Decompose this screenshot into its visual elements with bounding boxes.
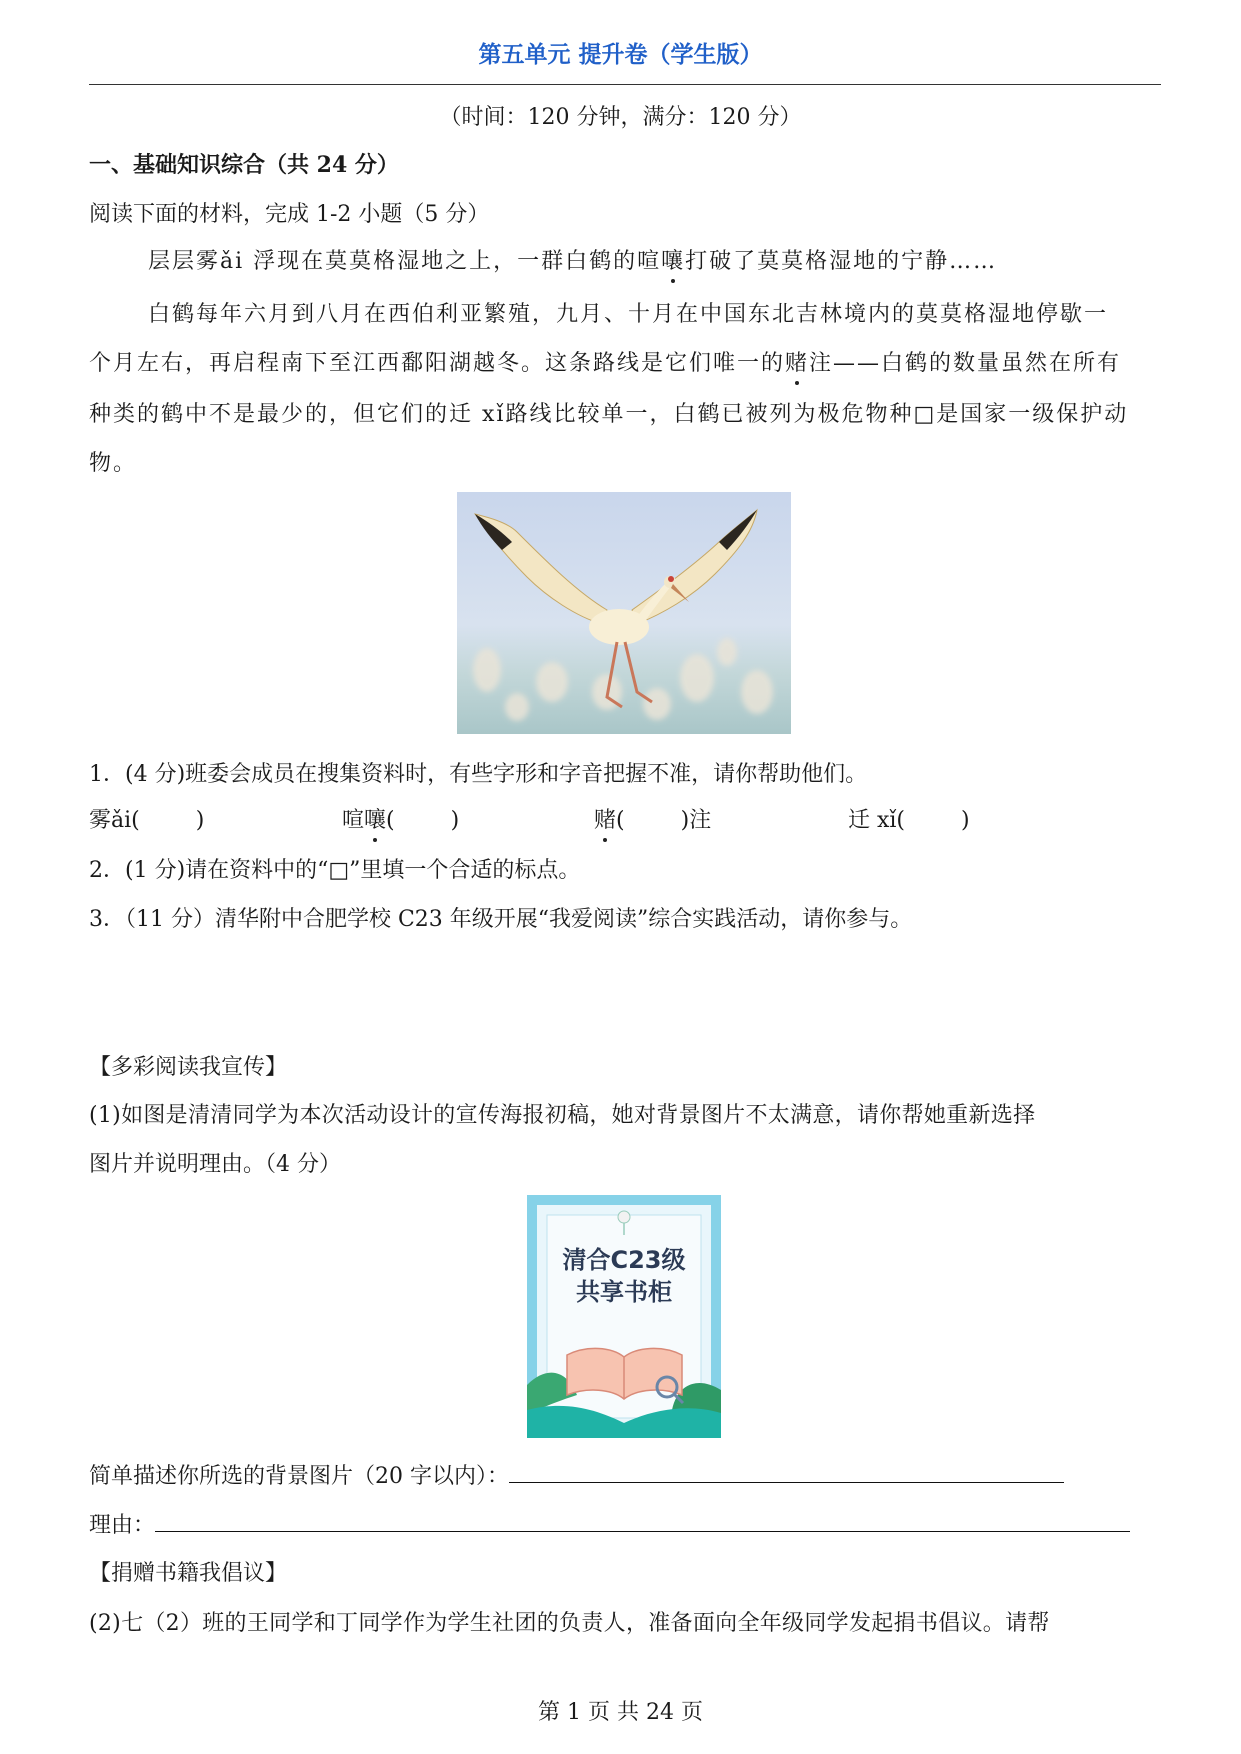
part-b-question-line-1: (2)七（2）班的王同学和丁同学作为学生社团的负责人，准备面向全年级同学发起捐书倡议。请帮: [89, 1611, 1050, 1636]
passage-line-2: 白鹤每年六月到八月在西伯利亚繁殖，九月、十月在中国东北吉林境内的莫莫格湿地停歇一: [148, 302, 1109, 327]
dotted-char: 嚷: [364, 803, 386, 834]
passage-line-5: 物。: [89, 451, 138, 476]
question-1: 1．(4 分)班委会成员在搜集资料时，有些字形和字音把握不准，请你帮助他们。: [89, 762, 868, 787]
part-b-heading: 【捐赠书籍我倡议】: [89, 1561, 288, 1586]
describe-prompt: 简单描述你所选的背景图片（20 字以内）：: [89, 1458, 1064, 1490]
describe-answer-line[interactable]: [509, 1458, 1064, 1483]
reason-prompt: 理由：: [89, 1507, 1130, 1539]
header-divider: [89, 84, 1161, 85]
answer-blank[interactable]: [140, 803, 196, 827]
section-heading: 一、基础知识综合（共 24 分）: [89, 152, 399, 178]
q1-item-1: 雾ǎi( ): [89, 803, 204, 834]
poster-title-line-2: 共享书柜: [576, 1278, 672, 1306]
dotted-char: 赌: [594, 803, 616, 834]
reading-instruction: 阅读下面的材料，完成 1-2 小题（5 分）: [89, 202, 490, 227]
q1-item-4: 迁 xǐ( ): [848, 803, 970, 834]
dotted-char: 赌: [785, 346, 809, 377]
promo-poster: [527, 1195, 721, 1438]
passage-line-3: 个月左右，再启程南下至江西鄱阳湖越冬。这条路线是它们唯一的赌注——白鹤的数量虽然在所有: [89, 346, 1121, 377]
part-a-question-line-2: 图片并说明理由。（4 分）: [89, 1152, 341, 1177]
white-crane-photo: [457, 492, 791, 734]
answer-blank[interactable]: [905, 803, 961, 827]
page-number: 第 1 页 共 24 页: [538, 1700, 703, 1725]
dotted-char: 嚷: [661, 244, 685, 275]
passage-line-4: 种类的鹤中不是最少的，但它们的迁 xǐ路线比较单一，白鹤已被列为极危物种□是国家一级保护动: [89, 402, 1129, 427]
poster-title-line-1: 清合C23级: [562, 1246, 686, 1274]
answer-blank[interactable]: [395, 803, 451, 827]
question-3: 3．（11 分）清华附中合肥学校 C23 年级开展“我爱阅读”综合实践活动，请你参与。: [89, 907, 913, 932]
q1-item-2: 喧嚷( ): [342, 803, 459, 834]
reason-answer-line[interactable]: [155, 1507, 1130, 1532]
exam-info: （时间：120 分钟，满分：120 分）: [439, 105, 802, 130]
answer-blank[interactable]: [625, 803, 681, 827]
part-a-question-line-1: (1)如图是清清同学为本次活动设计的宣传海报初稿，她对背景图片不太满意，请你帮她重新选择: [89, 1103, 1036, 1128]
q1-item-3: 赌( )注: [594, 803, 711, 834]
part-a-heading: 【多彩阅读我宣传】: [89, 1055, 288, 1080]
document-title: 第五单元 提升卷（学生版）: [478, 42, 763, 68]
passage-line-1: 层层雾ǎi 浮现在莫莫格湿地之上，一群白鹤的喧嚷打破了莫莫格湿地的宁静……: [148, 244, 997, 275]
question-2: 2．(1 分)请在资料中的“□”里填一个合适的标点。: [89, 858, 581, 883]
